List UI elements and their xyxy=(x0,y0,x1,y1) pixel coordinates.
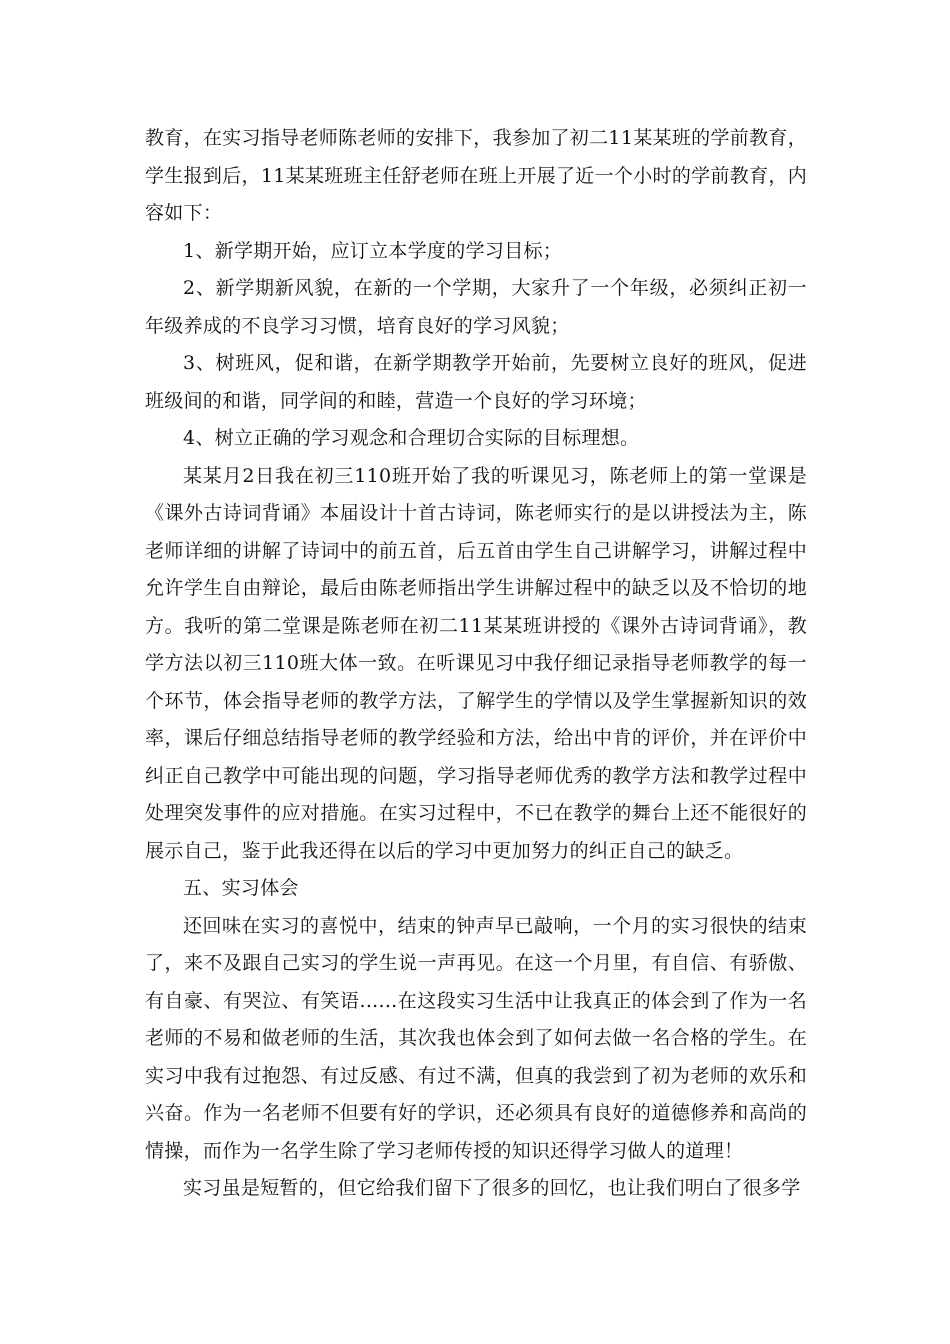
paragraph-5: 4、树立正确的学习观念和合理切合实际的目标理想。 xyxy=(183,427,640,449)
paragraph-8: 还回味在实习的喜悦中，结束的钟声早已敲响，一个月的实习很快的结束了，来不及跟自己实习的学生说一声再见。在这一个月里，有自信、有骄傲、有自豪、有哭泣、有笑语......在这段实习生活中让我真正的体会到了作为一名老师的不易和做老师的生活，其次我也体会到了如何去做一名合格的学生。在实习中我有过抱怨、有过反感、有过不满，但真的我尝到了初为老师的欢乐和兴奋。作为一名老师不但要有好的学识，还必须具有良好的道德修养和高尚的情操，而作为一名学生除了学习老师传授的知识还得学习做人的道理！ xyxy=(145,914,807,1162)
section-heading-practice-reflection: 五、实习体会 xyxy=(183,877,299,899)
paragraph-2: 1、新学期开始，应订立本学度的学习目标； xyxy=(183,239,563,262)
document-body xyxy=(145,120,807,1208)
paragraph-1: 教育，在实习指导老师陈老师的安排下，我参加了初二11某某班的学前教育，学生报到后，11某某班班主任舒老师在班上开展了近一个小时的学前教育，内容如下： xyxy=(145,127,807,224)
paragraph-9: 实习虽是短暂的，但它给我们留下了很多的回忆，也让我们明白了很多学 xyxy=(183,1177,801,1199)
paragraph-4: 3、树班风，促和谐，在新学期教学开始前，先要树立良好的班风，促进班级间的和谐，同学间的和睦，营造一个良好的学习环境； xyxy=(145,352,807,412)
paragraph-3: 2、新学期新风貌，在新的一个学期，大家升了一个年级，必须纠正初一年级养成的不良学习习惯，培育良好的学习风貌； xyxy=(145,277,807,337)
paragraph-6: 某某月2日我在初三110班开始了我的听课见习，陈老师上的第一堂课是《课外古诗词背诵》本届设计十首古诗词，陈老师实行的是以讲授法为主，陈老师详细的讲解了诗词中的前五首，后五首由学生自己讲解学习，讲解过程中允许学生自由辩论，最后由陈老师指出学生讲解过程中的缺乏以及不恰切的地方。我听的第二堂课是陈老师在初二11某某班讲授的《课外古诗词背诵》，教学方法以初三110班大体一致。在听课见习中我仔细记录指导老师教学的每一个环节，体会指导老师的教学方法，了解学生的学情以及学生掌握新知识的效率，课后仔细总结指导老师的教学经验和方法，给出中肯的评价，并在评价中纠正自己教学中可能出现的问题，学习指导老师优秀的教学方法和教学过程中处理突发事件的应对措施。在实习过程中，不已在教学的舞台上还不能很好的展示自己，鉴于此我还得在以后的学习中更加努力的纠正自己的缺乏。 xyxy=(145,464,807,862)
